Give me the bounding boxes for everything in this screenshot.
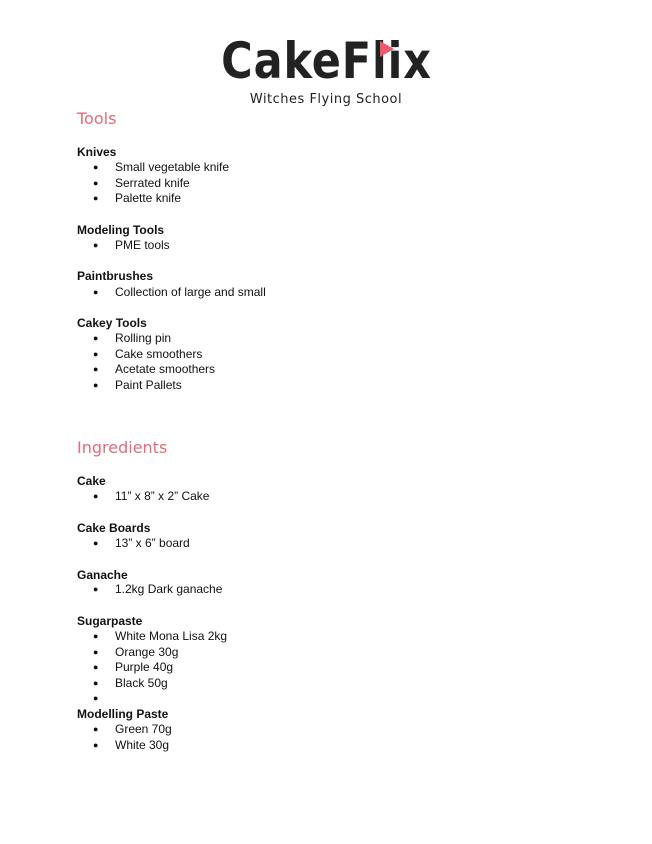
play-triangle-icon bbox=[380, 41, 394, 57]
ganache-list bbox=[93, 582, 222, 598]
list-item: ● 13” x 6” board bbox=[93, 536, 190, 552]
list-item: ● Rolling pin bbox=[93, 331, 215, 347]
cakeflix-logo bbox=[0, 32, 652, 107]
cakey-tools-list bbox=[93, 331, 215, 393]
knives-list bbox=[93, 160, 229, 207]
group-title-sugarpaste: Sugarpaste bbox=[77, 614, 143, 628]
list-item: ● 11” x 8” x 2” Cake bbox=[93, 489, 209, 505]
list-item: ● Serrated knife bbox=[93, 176, 229, 192]
cake-list bbox=[93, 489, 209, 505]
logo-wordmark: CakeFlix bbox=[220, 32, 432, 90]
group-title-paintbrushes: Paintbrushes bbox=[77, 269, 154, 283]
group-title-knives: Knives bbox=[77, 145, 117, 159]
modelling-paste-list bbox=[93, 722, 172, 753]
group-title-cake: Cake bbox=[77, 474, 106, 488]
list-item: ● Green 70g bbox=[93, 722, 172, 738]
group-title-ganache: Ganache bbox=[77, 568, 128, 582]
paintbrushes-list bbox=[93, 285, 266, 301]
list-item: ● Small vegetable knife bbox=[93, 160, 229, 176]
sugarpaste-list bbox=[93, 629, 227, 707]
list-item: ● Palette knife bbox=[93, 191, 229, 207]
list-item: ● Collection of large and small bbox=[93, 285, 266, 301]
list-item: ● PME tools bbox=[93, 238, 170, 254]
cake-boards-list bbox=[93, 536, 190, 552]
group-title-modeling-tools: Modeling Tools bbox=[77, 223, 165, 237]
list-item: ● 1.2kg Dark ganache bbox=[93, 582, 222, 598]
list-item: ● Acetate smoothers bbox=[93, 362, 215, 378]
list-item: ● Purple 40g bbox=[93, 660, 227, 676]
group-title-cakey-tools: Cakey Tools bbox=[77, 316, 147, 330]
list-item: ● Orange 30g bbox=[93, 645, 227, 661]
group-title-cake-boards: Cake Boards bbox=[77, 521, 151, 535]
list-item-empty bbox=[93, 691, 227, 707]
list-item: ● White 30g bbox=[93, 738, 172, 754]
list-item: ● Black 50g bbox=[93, 676, 227, 692]
list-item: ● Cake smoothers bbox=[93, 347, 215, 363]
group-title-modelling-paste: Modelling Paste bbox=[77, 707, 169, 721]
modeling-tools-list bbox=[93, 238, 170, 254]
ingredients-heading: Ingredients bbox=[77, 438, 168, 457]
tools-heading: Tools bbox=[77, 109, 117, 128]
list-item: ● Paint Pallets bbox=[93, 378, 215, 394]
logo-tagline: Witches Flying School bbox=[249, 92, 403, 107]
list-item: ● White Mona Lisa 2kg bbox=[93, 629, 227, 645]
